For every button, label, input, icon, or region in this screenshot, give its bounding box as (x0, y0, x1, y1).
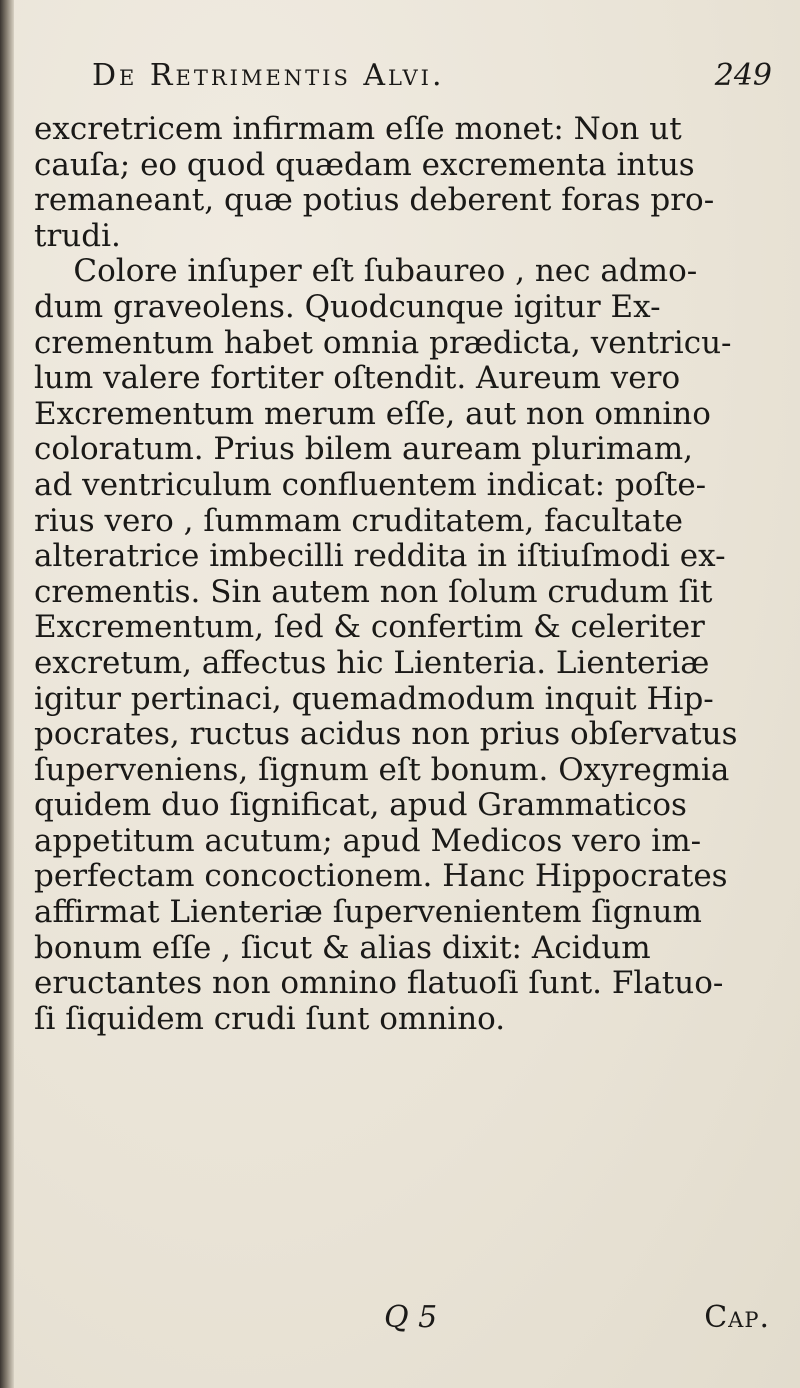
signature-mark: Q 5 (384, 1300, 438, 1335)
text-line: Excrementum merum eſſe, aut non omnino (34, 395, 711, 432)
text-line: excretricem infirmam eſſe monet: Non ut (34, 111, 682, 147)
text-line: trudi. (34, 217, 121, 254)
text-line: lum valere fortiter oſtendit. Aureum vero (34, 360, 681, 397)
text-line: coloratum. Prius bilem auream plurimam, (34, 431, 693, 468)
text-line: ſi ſiquidem crudi ſunt omnino. (34, 1000, 506, 1037)
text-line: affirmat Lienteriæ ſupervenientem ſignum (34, 894, 702, 931)
text-line: ad ventriculum confluentem indicat: poſte- (34, 466, 707, 503)
text-line: quidem duo ſignificat, apud Grammaticos (34, 787, 687, 824)
text-line: dum graveolens. Quodcunque igitur Ex- (34, 288, 661, 325)
text-line: cauſa; eo quod quædam excrementa intus (34, 146, 695, 183)
text-line: perfectam concoctionem. Hanc Hippocrates (34, 858, 728, 895)
running-head: De Retrimentis Alvi. (92, 58, 445, 93)
text-line: alteratrice imbecilli reddita in iſtiuſmodi ex- (34, 538, 726, 575)
text-line: ſuperveniens, ſignum eſt bonum. Oxyregmia (34, 751, 730, 788)
text-line: eructantes non omnino flatuoſi ſunt. Flatuo- (34, 965, 724, 1002)
binding-gutter (0, 0, 14, 1388)
text-line: appetitum acutum; apud Medicos vero im- (34, 822, 702, 859)
page-footer (0, 1300, 800, 1344)
body-text (34, 112, 774, 1037)
text-line: Excrementum, ſed & confertim & celeriter (34, 609, 705, 646)
text-line: Colore inſuper eſt ſubaureo , nec admo- (34, 253, 698, 290)
text-line: bonum eſſe , ſicut & alias dixit: Acidum (34, 929, 651, 966)
text-line: crementum habet omnia prædicta, ventricu- (34, 324, 732, 361)
text-line: igitur pertinaci, quemadmodum inquit Hip- (34, 680, 714, 717)
text-line: rius vero , ſummam cruditatem, facultate (34, 502, 684, 539)
text-line: remaneant, quæ potius deberent foras pro- (34, 182, 715, 219)
catchword: Cap. (704, 1300, 770, 1335)
page-header (92, 58, 782, 104)
page-number: 249 (714, 58, 772, 93)
text-line: excretum, affectus hic Lienteria. Lienteriæ (34, 644, 710, 681)
text-line: pocrates, ructus acidus non prius obſervatus (34, 716, 738, 753)
text-line: crementis. Sin autem non ſolum crudum ſit (34, 573, 713, 610)
